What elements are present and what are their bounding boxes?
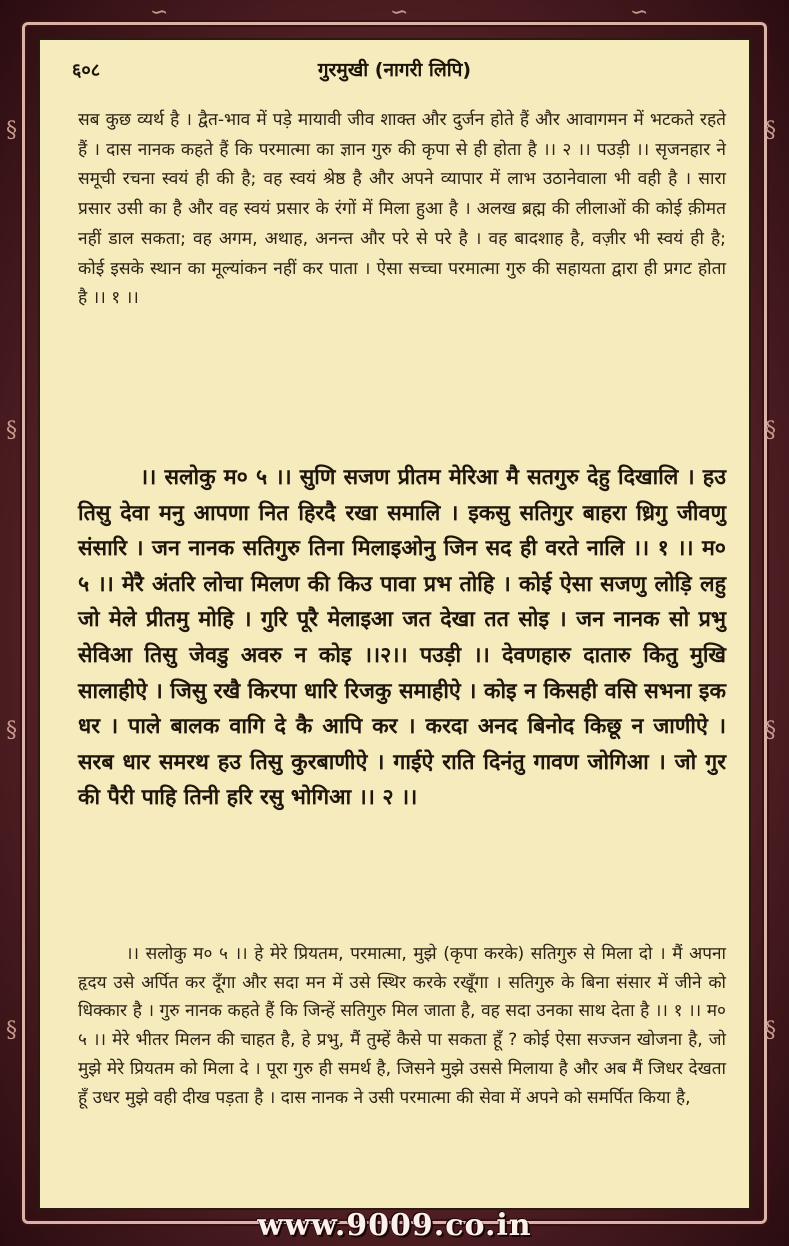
- swirl-ornament-icon: §: [6, 118, 17, 143]
- paragraph-text: ।। सलोकु म० ५ ।। हे मेरे प्रियतम, परमात्मा, मुझे (कृपा करके) सतिगुरु से मिला दो । मैं अपना हृदय उसे अर्पित कर दूँगा और सदा मन में उसे स्थिर करके रखूँगा । सतिगुरु के बिना संसार में जीने को धिक्कार है । गुरु नानक कहते हैं कि जिन्हें सतिगुरु मिल जाता है, वह सदा उनका साथ देता है ।। १ ।। म० ५ ।। मेरे भीतर मिलन की चाहत है, हे प्रभु, मैं तुम्हें कैसे पा सकता हूँ ? कोई ऐसा सज्जन खोजना है, जो मुझे मेरे प्रियतम को मिला दे । पूरा गुरु ही समर्थ है, जिसने मुझे उससे मिलाया है और अब मैं जिधर देखता हूँ उधर मुझे वही दीख पड़ता है । दास नानक ने उसी परमात्मा की सेवा में अपने को समर्पित किया है,: [78, 944, 726, 1108]
- swirl-ornament-icon: §: [765, 1018, 776, 1043]
- swirl-ornament-icon: ∽: [390, 0, 409, 25]
- translation-paragraph-1: [78, 106, 726, 314]
- running-title: गुरमुखी (नागरी लिपि): [317, 59, 472, 81]
- swirl-ornament-icon: §: [6, 418, 17, 443]
- swirl-ornament-icon: §: [765, 418, 776, 443]
- website-watermark: www.9009.co.in: [257, 1208, 532, 1243]
- verse-text: ।। सलोकु म० ५ ।। सुणि सजण प्रीतम मेरिआ मै सतगुरु देहु दिखालि । हउ तिसु देवा मनु आपणा नित हिरदै रखा समालि । इकसु सतिगुर बाहरा ध्रिगु जीवणु संसारि । जन नानक सतिगुरु तिना मिलाइओनु जिन सद ही वरते नालि ।। १ ।। म० ५ ।। मेरै अंतरि लोचा मिलण की किउ पावा प्रभ तोहि । कोई ऐसा सजणु लोड़ि लहु जो मेले प्रीतमु मोहि । गुरि पूरै मेलाइआ जत देखा तत सोइ । जन नानक सो प्रभु सेविआ तिसु जेवडु अवरु न कोइ ।।२।। पउड़ी ।। देवणहारु दातारु कितु मुखि सालाहीऐ । जिसु रखै किरपा धारि रिजकु समाहीऐ । कोइ न किसही वसि सभना इक धर । पाले बालक वागि दे कै आपि कर । करदा अनद बिनोद किछू न जाणीऐ । सरब धार समरथ हउ तिसु कुरबाणीऐ । गाईऐ राति दिनंतु गावण जोगिआ । जो गुर की पैरी पाहि तिनी हरि रसु भोगिआ ।। २ ।।: [78, 465, 726, 811]
- book-page: [38, 38, 751, 1210]
- gurmukhi-verse: [78, 460, 726, 816]
- swirl-ornament-icon: §: [765, 118, 776, 143]
- swirl-ornament-icon: ∽: [150, 0, 169, 25]
- translation-paragraph-2: [78, 940, 726, 1112]
- page-header: [40, 54, 749, 82]
- swirl-ornament-icon: ∽: [630, 0, 649, 25]
- page-number: ६०८: [72, 60, 101, 81]
- swirl-ornament-icon: §: [6, 1018, 17, 1043]
- swirl-ornament-icon: §: [6, 718, 17, 743]
- paragraph-text: सब कुछ व्यर्थ है । द्वैत-भाव में पड़े मायावी जीव शाक्त और दुर्जन होते हैं और आवागमन में भटकते रहते हैं । दास नानक कहते हैं कि परमात्मा का ज्ञान गुरु की कृपा से ही होता है ।। २ ।। पउड़ी ।। सृजनहार ने समूची रचना स्वयं ही की है; वह स्वयं श्रेष्ठ है और अपने व्यापार में लाभ उठानेवाला भी वही है । सारा प्रसार उसी का है और वह स्वयं प्रसार के रंगों में मिला हुआ है । अलख ब्रह्म की लीलाओं की कोई क़ीमत नहीं डाल सकता; वह अगम, अथाह, अनन्त और परे से परे है । वह बादशाह है, वज़ीर भी स्वयं ही है; कोई इसके स्थान का मूल्यांकन नहीं कर पाता । ऐसा सच्चा परमात्मा गुरु की सहायता द्वारा ही प्रगट होता है ।। १ ।।: [78, 110, 726, 309]
- swirl-ornament-icon: §: [765, 718, 776, 743]
